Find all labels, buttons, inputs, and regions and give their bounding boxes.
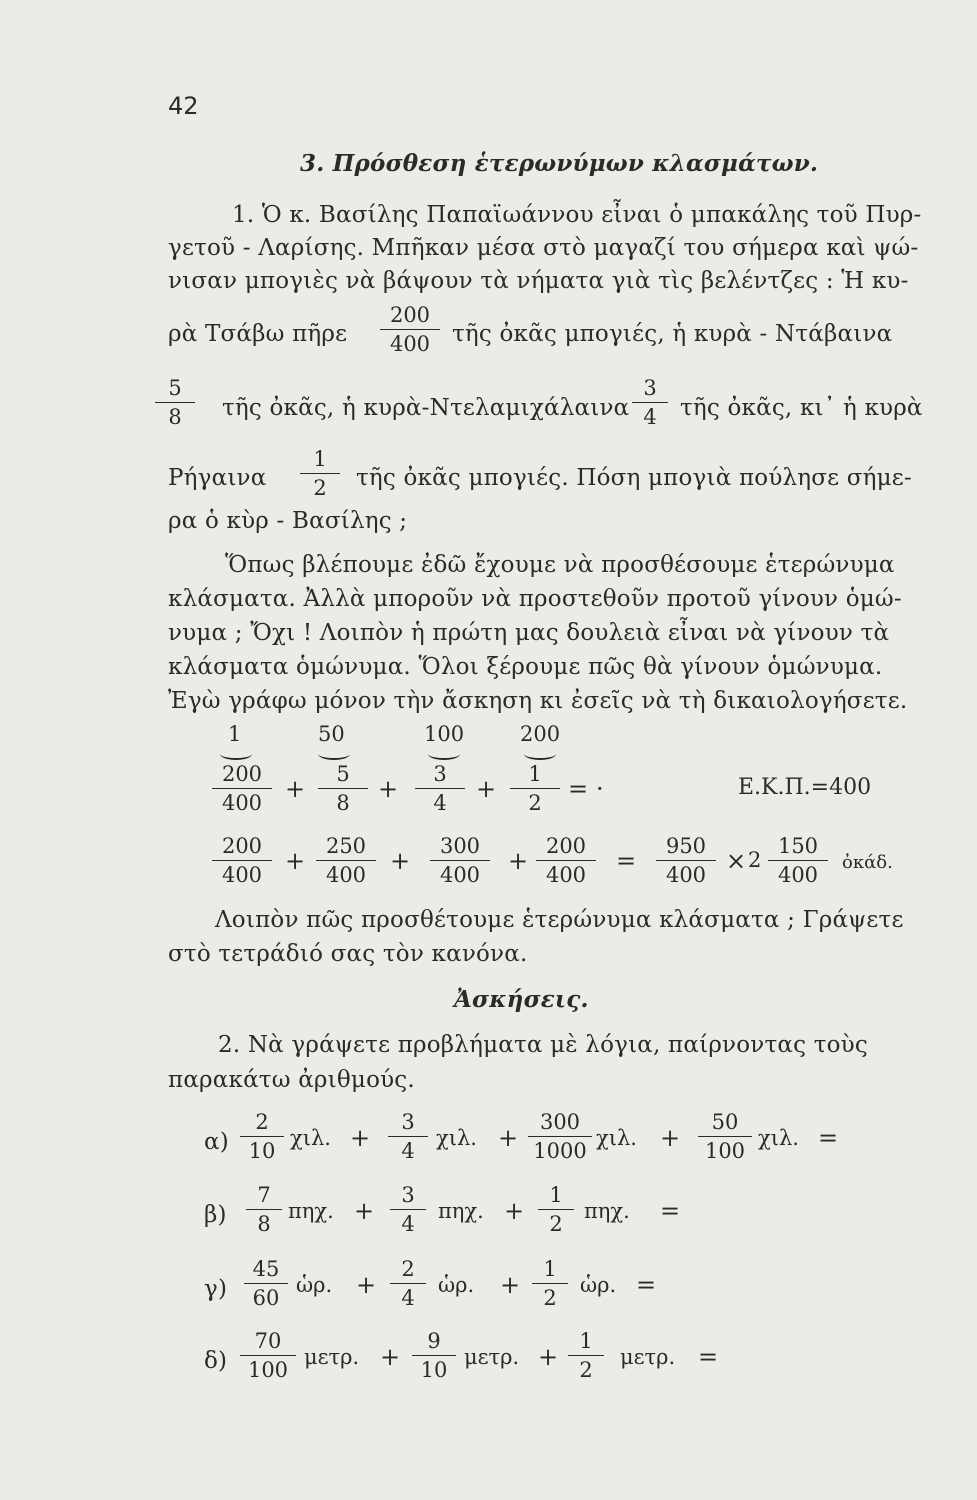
problem1-line-5b: τῆς ὀκᾶς, κι᾽ ἡ κυρὰ bbox=[680, 395, 923, 421]
plus-sign: + bbox=[356, 1271, 377, 1299]
item-a-unit-1: χιλ. bbox=[290, 1126, 331, 1150]
problem1-line-6b: τῆς ὀκᾶς μπογιές. Πόση μπογιὰ πούλησε σήμε- bbox=[356, 465, 912, 491]
plus-sign: + bbox=[476, 775, 497, 803]
item-b-frac-2: 3 4 bbox=[390, 1183, 426, 1236]
arc-1 bbox=[220, 748, 252, 760]
multiplier-200: 200 bbox=[520, 722, 561, 746]
plus-sign: + bbox=[378, 775, 399, 803]
whole-part: 2 bbox=[748, 848, 762, 872]
calc2-remainder: 150 400 bbox=[768, 834, 828, 887]
item-c-unit-3: ὡρ. bbox=[580, 1273, 617, 1297]
fraction-3-4: 3 4 bbox=[632, 376, 668, 429]
problem1-line-2: γετοῦ - Λαρίσης. Μπῆκαν μέσα στὸ μαγαζί του σήμερα καὶ ψώ- bbox=[168, 235, 919, 261]
plus-sign: + bbox=[350, 1124, 371, 1152]
equals-sign: = bbox=[698, 1343, 719, 1371]
calc2-total: 950 400 bbox=[656, 834, 716, 887]
arc-4 bbox=[524, 748, 556, 760]
item-b-label: β) bbox=[204, 1202, 227, 1228]
calc2-frac-1: 200 400 bbox=[212, 834, 272, 887]
item-d-frac-3: 1 2 bbox=[568, 1329, 604, 1382]
plus-sign: + bbox=[380, 1343, 401, 1371]
item-b-unit-2: πηχ. bbox=[438, 1199, 484, 1223]
item-a-frac-4: 50 100 bbox=[698, 1110, 752, 1163]
para-line-2: κλάσματα. Ἀλλὰ μποροῦν νὰ προστεθοῦν προτοῦ γίνουν ὁμώ- bbox=[168, 586, 902, 612]
calc1-frac-4: 1 2 bbox=[510, 762, 560, 815]
equals-sign: = bbox=[660, 1197, 681, 1225]
exercise2-line-2: παρακάτω ἀριθμούς. bbox=[168, 1067, 415, 1093]
calc2-frac-3: 300 400 bbox=[430, 834, 490, 887]
multiplier-1: 1 bbox=[228, 722, 242, 746]
arc-3 bbox=[428, 748, 460, 760]
conclusion-line-2: στὸ τετράδιό σας τὸν κανόνα. bbox=[168, 941, 528, 967]
unit-okad: ὀκάδ. bbox=[842, 852, 893, 873]
times-sign: × bbox=[726, 847, 747, 875]
problem1-line-5a: τῆς ὀκᾶς, ἡ κυρὰ-Ντελαμιχάλαινα bbox=[222, 395, 630, 421]
para-line-3: νυμα ; Ὄχι ! Λοιπὸν ἡ πρώτη μας δουλειὰ εἶναι νὰ γίνουν τὰ bbox=[168, 620, 890, 646]
item-c-unit-1: ὡρ. bbox=[296, 1273, 333, 1297]
plus-sign: + bbox=[285, 775, 306, 803]
calc2-frac-4: 200 400 bbox=[536, 834, 596, 887]
item-c-frac-1: 45 60 bbox=[244, 1257, 288, 1310]
multiplier-100: 100 bbox=[424, 722, 465, 746]
item-a-frac-3: 300 1000 bbox=[528, 1110, 592, 1163]
fraction-1-2: 1 2 bbox=[300, 447, 340, 500]
arc-2 bbox=[318, 748, 350, 760]
exercise2-line-1: 2. Νὰ γράψετε προβλήματα μὲ λόγια, παίρνοντας τοὺς bbox=[218, 1032, 868, 1058]
item-b-unit-3: πηχ. bbox=[584, 1199, 630, 1223]
equals-sign: = bbox=[818, 1124, 839, 1152]
plus-sign: + bbox=[538, 1343, 559, 1371]
calc1-frac-3: 3 4 bbox=[415, 762, 465, 815]
item-c-frac-3: 1 2 bbox=[532, 1257, 568, 1310]
item-a-unit-2: χιλ. bbox=[436, 1126, 477, 1150]
item-c-unit-2: ὡρ. bbox=[438, 1273, 475, 1297]
item-a-unit-4: χιλ. bbox=[758, 1126, 799, 1150]
calc1-frac-2: 5 8 bbox=[318, 762, 368, 815]
item-d-unit-2: μετρ. bbox=[464, 1345, 520, 1369]
calc2-frac-2: 250 400 bbox=[316, 834, 376, 887]
para-line-1: Ὅπως βλέπουμε ἐδῶ ἔχουμε νὰ προσθέσουμε ἑτερώνυμα bbox=[225, 552, 895, 578]
problem1-line-7: ρα ὁ κὺρ - Βασίλης ; bbox=[168, 508, 408, 534]
item-b-frac-1: 7 8 bbox=[246, 1183, 282, 1236]
item-d-unit-1: μετρ. bbox=[304, 1345, 360, 1369]
item-a-unit-3: χιλ. bbox=[596, 1126, 637, 1150]
multiplier-50: 50 bbox=[318, 722, 345, 746]
item-b-unit-1: πηχ. bbox=[288, 1199, 334, 1223]
problem1-line-4a: ρὰ Τσάβω πῆρε bbox=[168, 321, 348, 347]
problem1-line-1: 1. Ὁ κ. Βασίλης Παπαϊωάννου εἶναι ὁ μπακάλης τοῦ Πυρ- bbox=[232, 202, 922, 228]
plus-sign: + bbox=[390, 847, 411, 875]
plus-sign: + bbox=[354, 1197, 375, 1225]
problem1-line-3: νισαν μπογιὲς νὰ βάψουν τὰ νήματα γιὰ τὶς βελέντζες : Ἡ κυ- bbox=[168, 268, 909, 294]
plus-sign: + bbox=[498, 1124, 519, 1152]
item-a-label: α) bbox=[204, 1129, 229, 1155]
section-title: 3. Πρόσθεση ἑτερωνύμων κλασμάτων. bbox=[300, 150, 819, 177]
item-c-frac-2: 2 4 bbox=[390, 1257, 426, 1310]
exercises-title: Ἀσκήσεις. bbox=[454, 986, 589, 1013]
plus-sign: + bbox=[660, 1124, 681, 1152]
item-a-frac-2: 3 4 bbox=[388, 1110, 428, 1163]
plus-sign: + bbox=[508, 847, 529, 875]
plus-sign: + bbox=[500, 1271, 521, 1299]
equals-sign: = bbox=[568, 775, 589, 803]
calc1-frac-1: 200 400 bbox=[212, 762, 272, 815]
fraction-200-400: 200 400 bbox=[380, 303, 440, 356]
item-b-frac-3: 1 2 bbox=[538, 1183, 574, 1236]
item-c-label: γ) bbox=[204, 1276, 228, 1302]
problem1-line-6a: Ρήγαινα bbox=[168, 465, 267, 491]
equals-sign: = bbox=[636, 1271, 657, 1299]
item-d-label: δ) bbox=[204, 1348, 228, 1374]
para-line-5: Ἐγὼ γράφω μόνον τὴν ἄσκηση κι ἐσεῖς νὰ τὴ δικαιολογήσετε. bbox=[168, 688, 908, 714]
fraction-5-8: 5 8 bbox=[155, 376, 195, 429]
item-d-unit-3: μετρ. bbox=[620, 1345, 676, 1369]
item-d-frac-2: 9 10 bbox=[412, 1329, 456, 1382]
plus-sign: + bbox=[504, 1197, 525, 1225]
item-d-frac-1: 70 100 bbox=[240, 1329, 296, 1382]
lcm-label: Ε.Κ.Π.=400 bbox=[738, 775, 872, 800]
dot: · bbox=[596, 775, 604, 803]
page-number: 42 bbox=[168, 92, 199, 120]
equals-sign: = bbox=[616, 847, 637, 875]
item-a-frac-1: 2 10 bbox=[240, 1110, 284, 1163]
plus-sign: + bbox=[285, 847, 306, 875]
problem1-line-4b: τῆς ὀκᾶς μπογιές, ἡ κυρὰ - Ντάβαινα bbox=[452, 321, 893, 347]
para-line-4: κλάσματα ὁμώνυμα. Ὅλοι ξέρουμε πῶς θὰ γίνουν ὁμώνυμα. bbox=[168, 654, 883, 680]
conclusion-line-1: Λοιπὸν πῶς προσθέτουμε ἑτερώνυμα κλάσματα ; Γράψετε bbox=[215, 907, 904, 933]
